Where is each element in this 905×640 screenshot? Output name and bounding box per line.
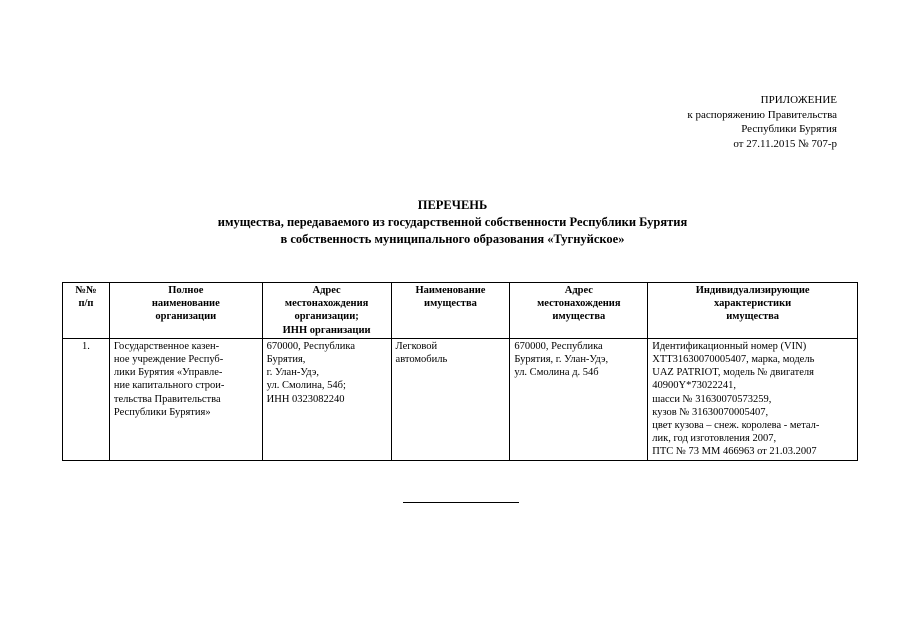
cell-num: 1. <box>63 338 110 460</box>
org-address-line: г. Улан-Удэ, <box>266 367 320 379</box>
header-org-address-line: ИНН организации <box>282 324 371 336</box>
cell-property-name <box>391 338 510 460</box>
header-org-name-line: наименование <box>151 298 220 310</box>
org-name-line: тельства Правительства <box>113 393 221 405</box>
appendix-block <box>687 93 837 151</box>
appendix-line-2: к распоряжению Правительства <box>687 108 837 121</box>
characteristics-line: ХТТ31630070005407, марка, модель <box>652 354 815 366</box>
characteristics-line: кузов № 31630070005407, <box>652 406 769 418</box>
org-name-line: Республики Бурятия» <box>113 406 211 418</box>
characteristics-line: Идентификационный номер (VIN) <box>652 340 807 352</box>
header-property-name <box>391 283 510 339</box>
characteristics-line: ПТС № 73 ММ 466963 от 21.03.2007 <box>652 446 817 458</box>
org-name-line: ное учреждение Респуб- <box>113 354 224 366</box>
header-property-address-line: Адрес <box>564 285 593 296</box>
header-org-address-line: Адрес <box>312 285 341 296</box>
characteristics-line: 40900Y*73022241, <box>652 380 736 392</box>
org-address-line: ул. Смолина, 54б; <box>266 380 346 392</box>
header-characteristics-line: имущества <box>726 311 780 323</box>
org-address-line: ИНН 0323082240 <box>266 393 345 405</box>
appendix-line-1: ПРИЛОЖЕНИЕ <box>760 94 837 106</box>
property-address-line: 670000, Республика <box>514 340 603 352</box>
org-address-line: 670000, Республика <box>266 340 355 352</box>
header-property-name-line: имущества <box>424 298 477 310</box>
property-address-line: Бурятия, г. Улан-Удэ, <box>514 354 609 366</box>
appendix-line-4: от 27.11.2015 № 707-р <box>733 137 837 150</box>
header-org-address <box>262 283 391 339</box>
header-characteristics <box>648 283 858 339</box>
header-org-name <box>109 283 262 339</box>
org-name-line: Государственное казен- <box>113 340 220 352</box>
header-org-address-line: организации; <box>294 311 359 323</box>
table-header-row <box>63 283 858 339</box>
title-heading: ПЕРЕЧЕНЬ <box>417 198 488 212</box>
header-characteristics-line: характеристики <box>714 298 792 310</box>
document-title <box>0 197 905 248</box>
header-property-address <box>510 283 648 339</box>
characteristics-line: цвет кузова – снеж. королева - метал- <box>652 420 820 432</box>
characteristics-line: UAZ PATRIOT, модель № двигателя <box>652 367 814 379</box>
cell-org-address <box>262 338 391 460</box>
characteristics-line: шасси № 31630070573259, <box>652 393 772 405</box>
property-name-line: Легковой <box>395 340 438 352</box>
cell-characteristics <box>648 338 858 460</box>
header-num <box>63 283 110 339</box>
property-name-line: автомобиль <box>395 354 448 366</box>
header-characteristics-line: Индивидуализирующие <box>695 285 810 296</box>
title-line-1: имущества, передаваемого из государственной собственности Республики Бурятия <box>217 215 688 229</box>
table-row <box>63 338 858 460</box>
cell-property-address <box>510 338 648 460</box>
property-address-line: ул. Смолина д. 54б <box>514 367 599 379</box>
appendix-line-3: Республики Бурятия <box>741 123 837 135</box>
org-name-line: ние капитального строи- <box>113 380 225 392</box>
header-num-line: п/п <box>78 298 94 310</box>
property-table <box>62 282 858 461</box>
header-property-address-line: местонахождения <box>537 298 621 310</box>
header-org-name-line: Полное <box>168 285 204 296</box>
cell-org-name <box>109 338 262 460</box>
org-address-line: Бурятия, <box>266 354 306 366</box>
org-name-line: лики Бурятия «Управле- <box>113 367 223 379</box>
header-org-name-line: организации <box>155 311 217 323</box>
header-num-line: №№ <box>75 285 97 296</box>
header-property-name-line: Наименование <box>415 285 486 296</box>
closing-divider <box>403 502 519 503</box>
header-property-address-line: имущества <box>552 311 606 323</box>
title-line-2: в собственность муниципального образования «Тугнуйское» <box>280 232 625 246</box>
header-org-address-line: местонахождения <box>284 298 369 310</box>
characteristics-line: лик, год изготовления 2007, <box>652 433 777 445</box>
